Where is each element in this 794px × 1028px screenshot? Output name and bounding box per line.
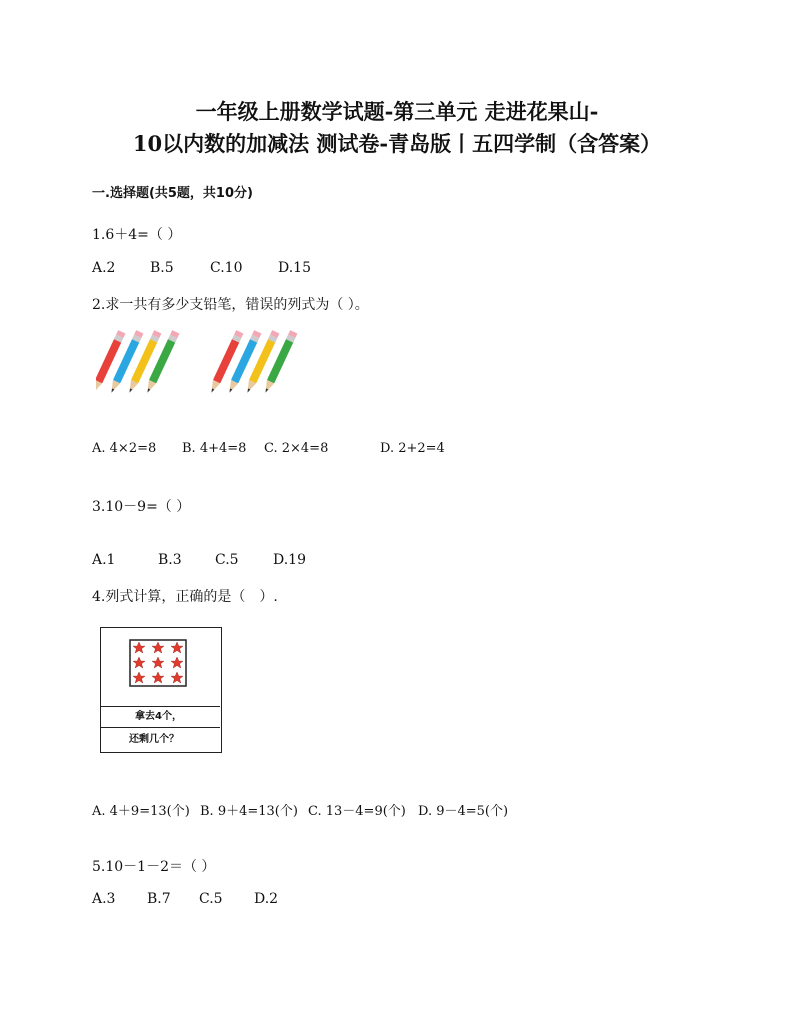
option-b[interactable]: B.5: [150, 260, 174, 276]
option-c[interactable]: C.10: [210, 260, 243, 276]
figure-caption-take-away: 拿去4个，: [101, 706, 220, 728]
option-d[interactable]: D. 2+2=4: [380, 441, 445, 456]
stars-picture: [101, 628, 220, 707]
option-b[interactable]: B.3: [158, 552, 182, 568]
page-title-line1: 一年级上册数学试题-第三单元 走进花果山-: [195, 99, 599, 124]
option-b[interactable]: B. 4+4=8: [182, 441, 247, 456]
stars-figure: [100, 627, 222, 753]
option-c[interactable]: C.5: [215, 552, 239, 568]
pencils-illustration: [96, 330, 316, 404]
figure-caption-remaining: 还剩几个？: [129, 734, 179, 745]
question-1-options: [92, 260, 311, 276]
option-d[interactable]: D. 9－4=5(个): [418, 804, 509, 819]
option-c[interactable]: C.5: [199, 891, 223, 907]
option-d[interactable]: D.19: [273, 552, 306, 568]
option-a[interactable]: A. 4×2=8: [92, 441, 157, 456]
section-heading: 一.选择题(共5题，共10分): [92, 186, 253, 201]
pencil-group-left: [96, 330, 179, 394]
question-1-stem: 1.6＋4=（ ）: [92, 227, 182, 243]
question-2-options: [92, 441, 445, 456]
option-d[interactable]: D.15: [278, 260, 311, 276]
option-a[interactable]: A.3: [92, 891, 116, 907]
option-a[interactable]: A. 4＋9=13(个): [92, 804, 190, 819]
option-a[interactable]: A.1: [92, 552, 116, 568]
question-5-options: [92, 891, 278, 907]
option-c[interactable]: C. 2×4=8: [264, 441, 329, 456]
question-3-options: [92, 552, 306, 568]
question-4-stem: 4.列式计算，正确的是（ ）.: [92, 589, 278, 605]
question-3-stem: 3.10－9=（ ）: [92, 499, 191, 515]
option-c[interactable]: C. 13－4=9(个): [308, 804, 406, 819]
question-4-options: [92, 800, 508, 819]
option-b[interactable]: B. 9＋4=13(个): [200, 804, 298, 819]
question-5-stem: 5.10－1－2＝（ ）: [92, 859, 216, 875]
pencil-group-right: [208, 330, 298, 394]
page-title-line2: 10以内数的加减法 测试卷-青岛版丨五四学制（含答案）: [132, 131, 662, 156]
option-a[interactable]: A.2: [92, 260, 116, 276]
option-d[interactable]: D.2: [254, 891, 279, 907]
question-2-stem: 2.求一共有多少支铅笔，错误的列式为（ ）。: [92, 297, 369, 313]
option-b[interactable]: B.7: [147, 891, 171, 907]
